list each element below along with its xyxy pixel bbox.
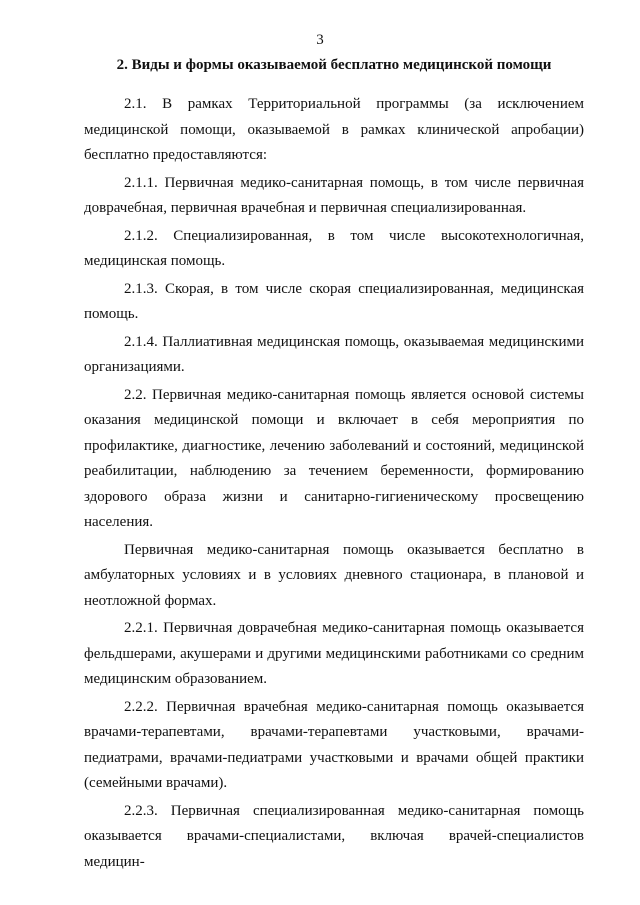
- paragraph-2-2: 2.2. Первичная медико-санитарная помощь является основой системы оказания медицинской помощи и включает в себя мероприятия по профилактике, диагностике, лечению заболеваний и состояний, медицинской реабилитации, наблюдению за течением беременности, формированию здорового образа жизни и санитарно-гигиеническому просвещению населения.: [84, 386, 584, 530]
- paragraph-2-1-3: 2.1.3. Скорая, в том числе скорая специализированная, медицинская помощь.: [84, 280, 584, 322]
- paragraph-2-1-4: 2.1.4. Паллиативная медицинская помощь, оказываемая медицинскими организациями.: [84, 333, 584, 375]
- body-text: [84, 92, 584, 875]
- paragraph-2-2-note: Первичная медико-санитарная помощь оказывается бесплатно в амбулаторных условиях и в условиях дневного стационара, в плановой и неотложной формах.: [84, 541, 584, 609]
- page-number: 3: [316, 32, 324, 48]
- paragraph-2-1-2: 2.1.2. Специализированная, в том числе высокотехнологичная, медицинская помощь.: [84, 227, 584, 269]
- paragraph-2-1-1: 2.1.1. Первичная медико-санитарная помощь, в том числе первичная доврачебная, первичная врачебная и первичная специализированная.: [84, 174, 584, 216]
- section-heading: 2. Виды и формы оказываемой бесплатно медицинской помощи: [116, 57, 552, 73]
- paragraph-2-2-2: 2.2.2. Первичная врачебная медико-санитарная помощь оказывается врачами-терапевтами, врачами-терапевтами участковыми, врачами-педиатрами, врачами-педиатрами участковыми и врачами общей практики (семейными врачами).: [84, 698, 584, 791]
- paragraph-2-1: 2.1. В рамках Территориальной программы (за исключением медицинской помощи, оказываемой в рамках клинической апробации) бесплатно предоставляются:: [84, 96, 584, 163]
- paragraph-2-2-1: 2.2.1. Первичная доврачебная медико-санитарная помощь оказывается фельдшерами, акушерами и другими медицинскими работниками со средним медицинским образованием.: [84, 620, 584, 687]
- paragraph-2-2-3: 2.2.3. Первичная специализированная медико-санитарная помощь оказывается врачами-специалистами, включая врачей-специалистов медицин-: [84, 802, 584, 870]
